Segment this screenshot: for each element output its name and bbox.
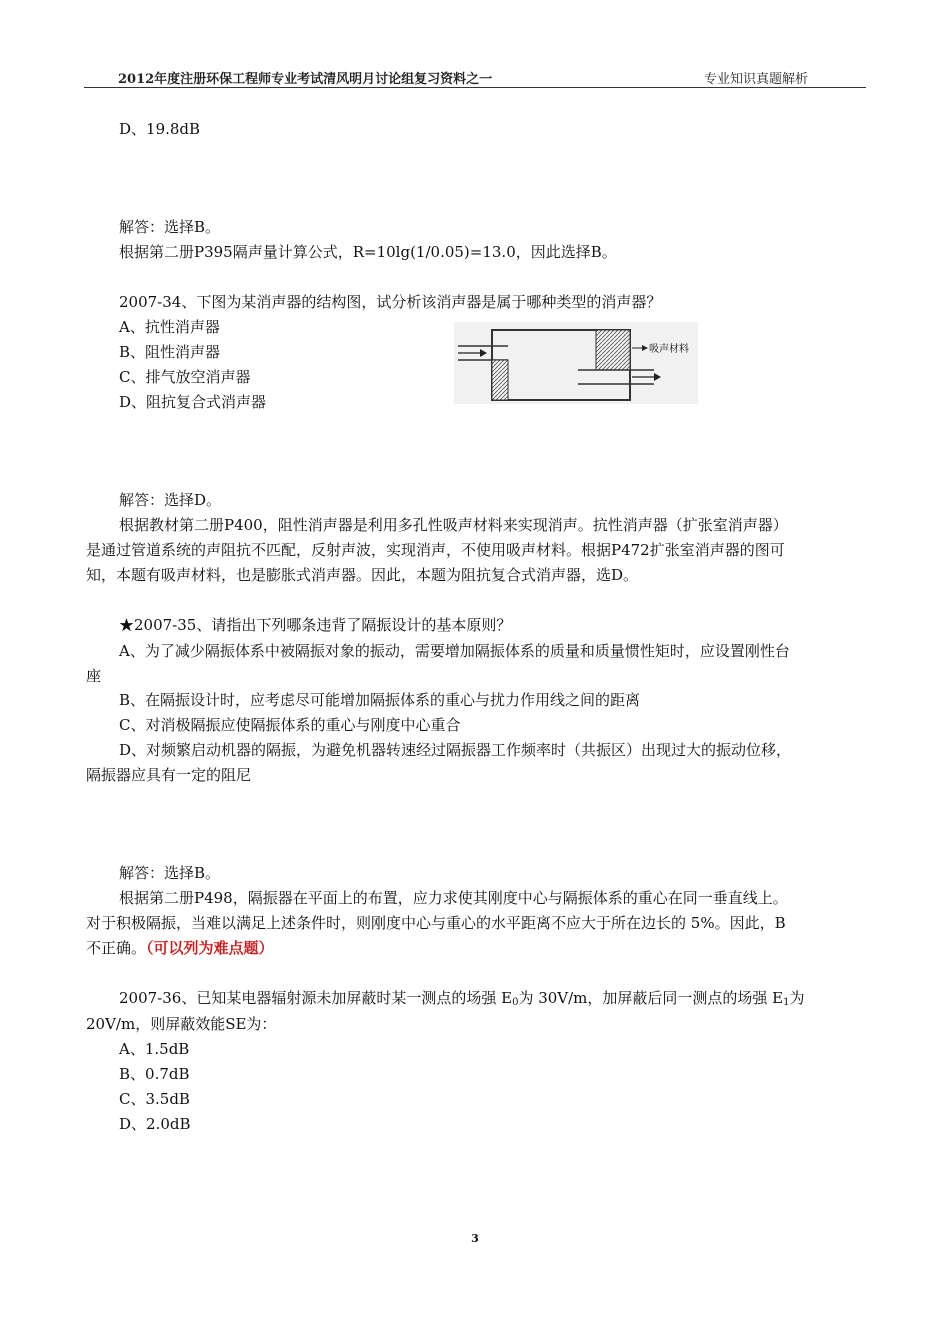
q36-question-part-2: 为 30V/m，加屏蔽后同一测点的场强 E: [518, 989, 784, 1007]
outlet-lining: [596, 330, 630, 370]
q35-explanation-line-3-wrap: [86, 936, 274, 960]
q36-subscript-1: 1: [783, 997, 790, 1008]
q34-explanation-line-1: 根据教材第二册P400，阻性消声器是利用多孔性吸声材料来实现消声。抗性消声器（扩张室消声器）: [119, 516, 788, 534]
q36-question-part-1: 2007-36、已知某电器辐射源未加屏蔽时某一测点的场强 E: [119, 989, 513, 1007]
q33-answer: 解答：选择B。: [119, 218, 221, 236]
muffler-diagram: [454, 322, 698, 404]
difficulty-note: （可以列为难点题）: [146, 939, 274, 957]
absorbing-material-label: 吸声材料: [649, 344, 689, 355]
q35-option-a-cont: 座: [86, 667, 102, 685]
q36-option-c: C、3.5dB: [119, 1090, 190, 1108]
q34-answer: 解答：选择D。: [119, 491, 222, 509]
q34-explanation-line-3: 知，本题有吸声材料，也是膨胀式消声器。因此，本题为阻抗复合式消声器，选D。: [86, 566, 639, 584]
header-divider: [84, 87, 866, 88]
q35-explanation-line-2: 对于积极隔振，当难以满足上述条件时，则刚度中心与重心的水平距离不应大于所在边长的 5%。因此，B: [86, 914, 786, 932]
q36-option-a: A、1.5dB: [119, 1040, 190, 1058]
q33-option-d: D、19.8dB: [119, 120, 201, 138]
header-title: 2012年度注册环保工程师专业考试清风明月讨论组复习资料之一: [118, 72, 493, 87]
q36-option-d: D、2.0dB: [119, 1115, 191, 1133]
q36-question-cont: 20V/m，则屏蔽效能SE为：: [86, 1015, 277, 1033]
q35-explanation-line-1: 根据第二册P498，隔振器在平面上的布置，应力求使其刚度中心与隔振体系的重心在同一垂直线上。: [119, 889, 788, 907]
q35-option-d-cont: 隔振器应具有一定的阻尼: [86, 766, 252, 784]
q36-subscript-0: 0: [512, 997, 519, 1008]
q35-answer: 解答：选择B。: [119, 864, 221, 882]
q34-question: 2007-34、下图为某消声器的结构图，试分析该消声器是属于哪种类型的消声器？: [119, 293, 662, 311]
q35-option-d: D、对频繁启动机器的隔振，为避免机器转速经过隔振器工作频率时（共振区）出现过大的振动位移，: [119, 741, 792, 759]
q34-option-b: B、阻性消声器: [119, 343, 221, 361]
q36-option-b: B、0.7dB: [119, 1065, 190, 1083]
q35-option-a: A、为了减少隔振体系中被隔振对象的振动，需要增加隔振体系的质量和质量惯性矩时，应设置刚性台: [119, 642, 790, 660]
header-section: 专业知识真题解析: [704, 72, 809, 87]
q35-question: ★2007-35、请指出下列哪条违背了隔振设计的基本原则？: [119, 616, 512, 634]
q36-question-part-3: 为: [789, 989, 805, 1007]
page-number: 3: [471, 1232, 479, 1245]
q35-option-b: B、在隔振设计时，应考虑尽可能增加隔振体系的重心与扰力作用线之间的距离: [119, 691, 641, 709]
q34-option-d: D、阻抗复合式消声器: [119, 393, 267, 411]
q35-option-c: C、对消极隔振应使隔振体系的重心与刚度中心重合: [119, 716, 461, 734]
q33-explanation: 根据第二册P395隔声量计算公式，R=10lg(1/0.05)=13.0，因此选择B。: [119, 243, 617, 261]
inlet-lining: [492, 360, 508, 400]
q34-explanation-line-2: 是通过管道系统的声阻抗不匹配，反射声波，实现消声，不使用吸声材料。根据P472扩张室消声器的图可: [86, 541, 785, 559]
q34-option-a: A、抗性消声器: [119, 318, 220, 336]
q36-question: [119, 986, 805, 1015]
muffler-structure-figure: [454, 322, 698, 404]
q34-option-c: C、排气放空消声器: [119, 368, 251, 386]
q35-explanation-line-3: 不正确。: [86, 939, 147, 957]
